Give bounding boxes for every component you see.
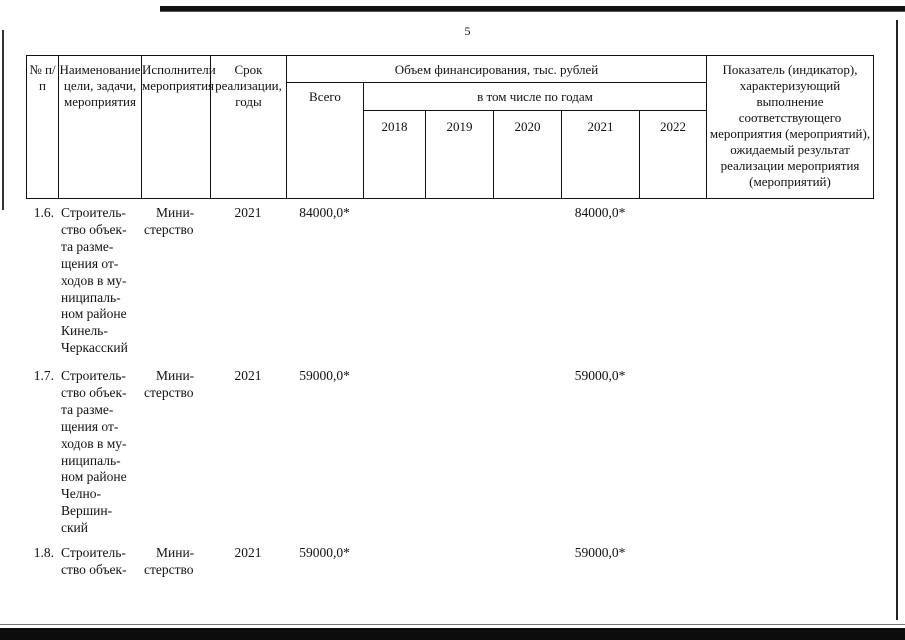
row-executor: Мини- стерство — [144, 545, 195, 577]
scan-edge-bottom-line — [0, 624, 905, 625]
scan-edge-bottom — [0, 628, 905, 640]
header-col-executors: Исполнители мероприятия — [141, 55, 210, 199]
row-2021: 84000,0* — [574, 205, 626, 220]
header-col-by-years: в том числе по годам — [363, 83, 706, 111]
row-executor: Мини- стерство — [144, 368, 195, 400]
row-term: 2021 — [234, 368, 262, 383]
header-year-2021: 2021 — [561, 111, 639, 199]
row-number: 1.6. — [33, 205, 54, 220]
row-term: 2021 — [234, 205, 262, 220]
row-number: 1.8. — [33, 545, 54, 560]
scan-edge-top-line — [160, 11, 905, 12]
header-year-2018: 2018 — [363, 111, 425, 199]
scan-edge-right — [896, 20, 898, 620]
header-col-name: Наименование цели, задачи, мероприятия — [58, 55, 141, 199]
header-col-indicator: Показатель (индикатор), характеризующий выполнение соответствующего мероприятия (мероприятий), ожидаемый результат реализации мероприятия (мероприятий) — [706, 55, 874, 199]
row-number: 1.7. — [33, 368, 54, 383]
row-name: Строитель- ство объек- — [61, 545, 127, 577]
header-col-number: № п/п — [26, 55, 58, 199]
row-executor: Мини- стерство — [144, 205, 195, 237]
scan-edge-left — [2, 30, 4, 210]
row-2021: 59000,0* — [574, 368, 626, 383]
row-name: Строитель- ство объек- та разме- щения от- ходов в му- ниципаль- ном районе Кинель- Черкасский — [61, 205, 128, 356]
row-term: 2021 — [234, 545, 262, 560]
header-year-2022: 2022 — [639, 111, 706, 199]
row-2021: 59000,0* — [574, 545, 626, 560]
row-total: 59000,0* — [299, 545, 350, 560]
header-year-2020: 2020 — [493, 111, 561, 199]
header-col-total: Всего — [286, 83, 363, 199]
row-total: 84000,0* — [299, 205, 350, 220]
header-col-funding: Объем финансирования, тыс. рублей — [286, 55, 706, 83]
page-number: 5 — [464, 24, 471, 38]
row-name: Строитель- ство объек- та разме- щения от- ходов в му- ниципаль- ном районе Челно- Вершин- ский — [61, 368, 127, 536]
header-col-term: Срок реализации, годы — [210, 55, 286, 199]
row-total: 59000,0* — [299, 368, 350, 383]
header-year-2019: 2019 — [425, 111, 493, 199]
